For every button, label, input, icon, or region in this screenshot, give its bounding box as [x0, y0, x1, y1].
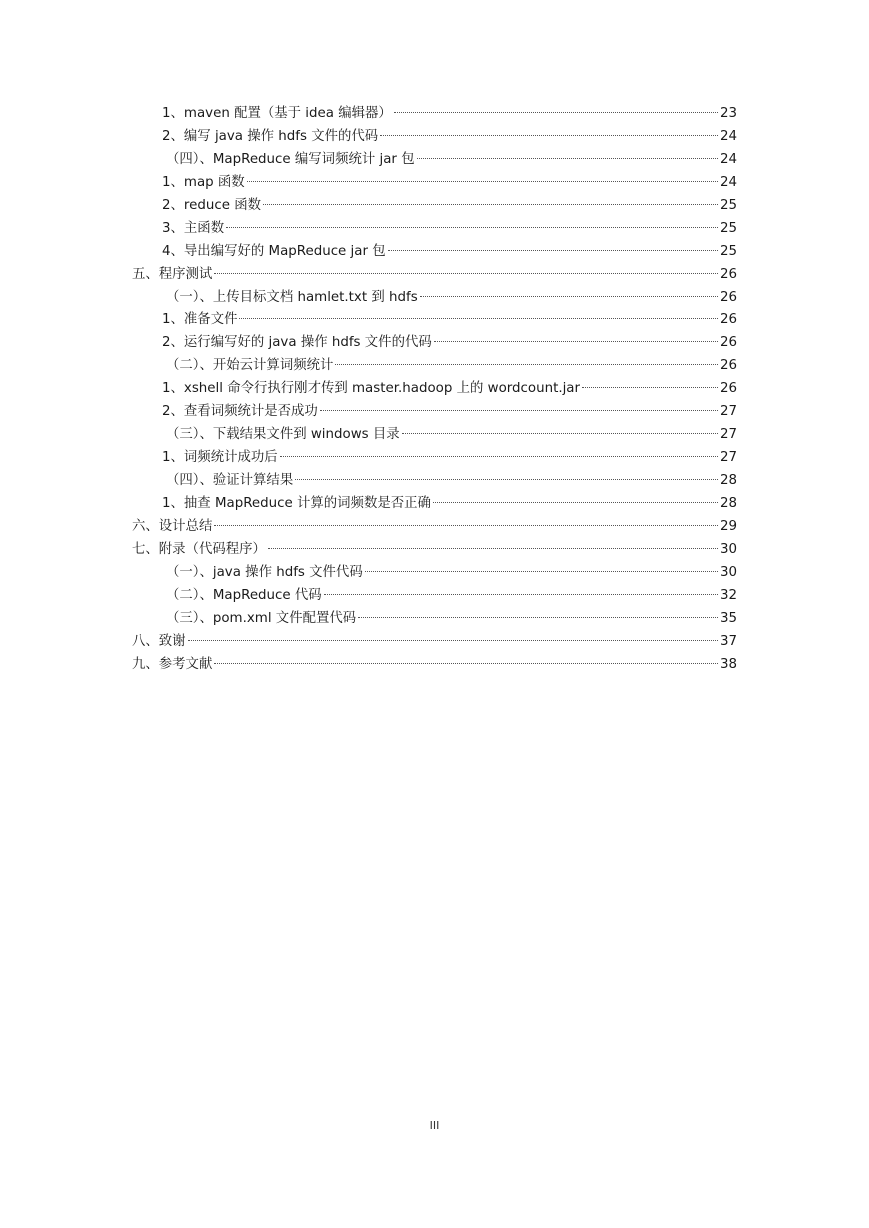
toc-entry-label: 2、查看词频统计是否成功	[162, 404, 318, 420]
toc-entry[interactable]	[132, 424, 737, 447]
toc-entry-label: 1、抽查 MapReduce 计算的词频数是否正确	[162, 495, 431, 511]
toc-entry-label: （一）、java 操作 hdfs 文件代码	[166, 564, 363, 580]
toc-entry[interactable]	[132, 126, 737, 149]
toc-entry-page-number: 26	[719, 312, 737, 328]
toc-entry[interactable]	[132, 241, 737, 264]
toc-entry-page-number: 28	[719, 473, 737, 488]
toc-entry[interactable]	[132, 401, 737, 424]
toc-entry-label: 4、导出编写好的 MapReduce jar 包	[162, 243, 386, 259]
toc-entry[interactable]	[132, 447, 737, 470]
toc-entry-label: 九、参考文献	[132, 656, 213, 672]
toc-entry-label: 1、map 函数	[162, 174, 245, 190]
toc-entry-page-number: 35	[719, 610, 737, 626]
toc-entry-label: 2、运行编写好的 java 操作 hdfs 文件的代码	[162, 335, 432, 351]
toc-dot-leader	[280, 456, 718, 457]
toc-dot-leader	[358, 617, 718, 618]
toc-entry-page-number: 24	[719, 128, 737, 144]
toc-entry-label: 2、编写 java 操作 hdfs 文件的代码	[162, 128, 379, 144]
toc-dot-leader	[380, 135, 718, 136]
toc-dot-leader	[420, 296, 718, 297]
toc-entry[interactable]	[132, 631, 737, 654]
toc-entry[interactable]	[132, 172, 737, 195]
toc-entry-page-number: 38	[719, 656, 737, 672]
toc-dot-leader	[388, 250, 718, 251]
toc-entry-label: （四）、验证计算结果	[166, 473, 294, 488]
toc-dot-leader	[365, 571, 718, 572]
toc-entry-page-number: 37	[719, 633, 737, 649]
toc-entry[interactable]	[132, 149, 737, 172]
toc-entry-label: 六、设计总结	[132, 518, 213, 534]
toc-entry[interactable]	[132, 103, 737, 126]
toc-entry-label: 1、maven 配置（基于 idea 编辑器）	[162, 106, 392, 121]
toc-entry[interactable]	[132, 608, 737, 631]
toc-entry[interactable]	[132, 195, 737, 218]
toc-dot-leader	[394, 112, 718, 113]
toc-entry-label: 1、词频统计成功后	[162, 450, 278, 466]
toc-entry[interactable]	[132, 309, 737, 332]
toc-entry-page-number: 25	[719, 197, 737, 213]
toc-entry-label: （四）、MapReduce 编写词频统计 jar 包	[166, 151, 415, 167]
toc-dot-leader	[335, 364, 718, 365]
toc-entry-page-number: 23	[719, 106, 737, 121]
toc-entry[interactable]	[132, 264, 737, 287]
toc-entry[interactable]	[132, 493, 737, 516]
toc-dot-leader	[434, 341, 718, 342]
toc-entry-page-number: 26	[719, 381, 737, 397]
toc-entry-page-number: 26	[719, 266, 737, 282]
toc-dot-leader	[268, 548, 718, 549]
toc-dot-leader	[402, 433, 718, 434]
toc-entry[interactable]	[132, 516, 737, 539]
toc-entry-page-number: 26	[719, 289, 737, 305]
toc-entry[interactable]	[132, 654, 737, 677]
toc-dot-leader	[295, 479, 718, 480]
toc-entry-page-number: 24	[719, 151, 737, 167]
toc-entry[interactable]	[132, 378, 737, 401]
toc-entry-page-number: 25	[719, 243, 737, 259]
toc-entry-label: （三）、下载结果文件到 windows 目录	[166, 427, 400, 443]
toc-entry[interactable]	[132, 470, 737, 493]
toc-entry[interactable]	[132, 539, 737, 562]
toc-entry-label: 1、准备文件	[162, 312, 238, 328]
toc-dot-leader	[582, 387, 718, 388]
toc-entry[interactable]	[132, 355, 737, 378]
toc-dot-leader	[263, 204, 718, 205]
toc-entry[interactable]	[132, 562, 737, 585]
toc-dot-leader	[188, 640, 718, 641]
toc-entry-label: 七、附录（代码程序）	[132, 541, 266, 557]
toc-dot-leader	[320, 410, 718, 411]
toc-entry-label: （二）、MapReduce 代码	[166, 587, 322, 603]
toc-dot-leader	[214, 663, 718, 664]
page-number: III	[429, 1119, 440, 1132]
table-of-contents	[132, 103, 737, 676]
toc-entry[interactable]	[132, 218, 737, 241]
toc-entry-page-number: 26	[719, 335, 737, 351]
toc-entry[interactable]	[132, 332, 737, 355]
toc-entry-label: 1、xshell 命令行执行刚才传到 master.hadoop 上的 wordcount.jar	[162, 381, 581, 397]
toc-entry-page-number: 32	[719, 587, 737, 603]
toc-dot-leader	[247, 181, 718, 182]
toc-dot-leader	[214, 525, 718, 526]
toc-dot-leader	[214, 273, 718, 274]
toc-entry-page-number: 25	[719, 220, 737, 236]
toc-entry-page-number: 29	[719, 518, 737, 534]
toc-entry-page-number: 27	[719, 404, 737, 420]
toc-dot-leader	[239, 318, 717, 319]
toc-dot-leader	[324, 594, 718, 595]
toc-entry-label: 3、主函数	[162, 220, 225, 236]
toc-entry-label: （三）、pom.xml 文件配置代码	[166, 610, 357, 626]
toc-dot-leader	[226, 227, 718, 228]
toc-entry-page-number: 27	[719, 427, 737, 443]
toc-entry[interactable]	[132, 585, 737, 608]
toc-entry[interactable]	[132, 287, 737, 310]
toc-entry-label: 2、reduce 函数	[162, 197, 261, 213]
toc-entry-label: 八、致谢	[132, 633, 186, 649]
toc-entry-page-number: 27	[719, 450, 737, 466]
toc-entry-page-number: 28	[719, 495, 737, 511]
toc-entry-page-number: 30	[719, 541, 737, 557]
toc-entry-label: 五、程序测试	[132, 266, 213, 282]
toc-entry-page-number: 30	[719, 564, 737, 580]
toc-entry-page-number: 24	[719, 174, 737, 190]
toc-dot-leader	[433, 502, 718, 503]
toc-entry-label: （一）、上传目标文档 hamlet.txt 到 hdfs	[166, 289, 418, 305]
toc-entry-page-number: 26	[719, 358, 737, 374]
toc-dot-leader	[417, 158, 718, 159]
toc-entry-label: （二）、开始云计算词频统计	[166, 358, 334, 374]
